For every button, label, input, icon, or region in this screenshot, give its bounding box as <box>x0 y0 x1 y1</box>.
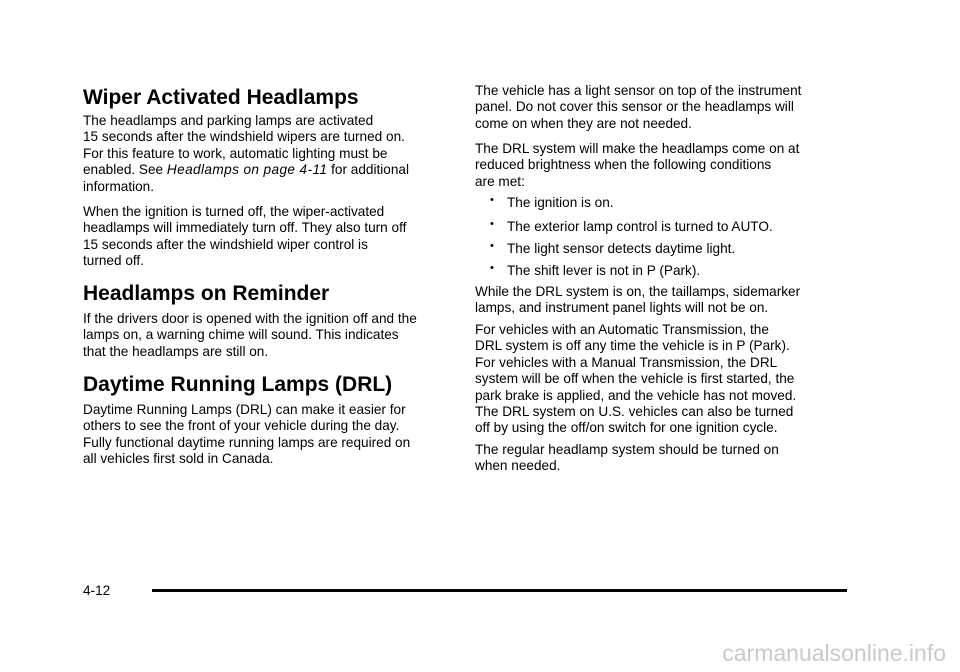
text-line: headlamps will immediately turn off. They also turn off <box>83 220 407 236</box>
text-line: turned off. <box>83 253 144 269</box>
text-line: are met: <box>475 173 525 189</box>
text-line: lamps on, a warning chime will sound. This indicates <box>83 327 399 343</box>
text-line: panel. Do not cover this sensor or the headlamps will <box>475 99 794 115</box>
text-line: 15 seconds after the windshield wipers are turned on. <box>83 129 405 145</box>
text-line-with-reference <box>83 162 443 178</box>
paragraph-drl-conditions <box>475 141 835 190</box>
footer-divider <box>152 589 847 592</box>
text-line: reduced brightness when the following conditions <box>475 157 772 173</box>
text-line: The vehicle has a light sensor on top of the instrument <box>475 83 802 98</box>
heading-headlamps-on-reminder: Headlamps on Reminder <box>83 282 330 305</box>
paragraph-wiper-activation <box>83 113 443 195</box>
text-line: If the drivers door is opened with the ignition off and the <box>83 311 417 326</box>
list-item-text: The shift lever is not in P (Park). <box>507 263 701 278</box>
heading-wiper-activated-headlamps: Wiper Activated Headlamps <box>83 86 359 109</box>
text-line: lamps, and instrument panel lights will not be on. <box>475 300 769 316</box>
text-line: DRL system is off any time the vehicle is in P (Park). <box>475 338 790 354</box>
text-line: Fully functional daytime running lamps are required on <box>83 434 411 450</box>
watermark-text: carmanualsonline.info <box>722 640 946 666</box>
list-item-text: The light sensor detects daytime light. <box>507 241 736 256</box>
text-line: 15 seconds after the windshield wiper control is <box>83 236 368 252</box>
text-line: For vehicles with a Manual Transmission, the DRL <box>475 354 778 370</box>
text-fragment: for additional <box>327 162 409 178</box>
paragraph-regular-headlamp <box>475 442 835 475</box>
text-line: The regular headlamp system should be turned on <box>475 442 779 457</box>
text-line: system will be off when the vehicle is first started, the <box>475 371 795 387</box>
paragraph-reminder <box>83 311 443 360</box>
paragraph-transmission <box>475 322 835 437</box>
bullet-icon: • <box>490 194 494 206</box>
text-line: others to see the front of your vehicle during the day. <box>83 418 400 434</box>
list-item-text: The ignition is on. <box>507 195 614 210</box>
text-line: when needed. <box>475 458 561 474</box>
list-item-text: The exterior lamp control is turned to AUTO. <box>507 219 773 234</box>
paragraph-light-sensor <box>475 83 835 132</box>
bullet-icon: • <box>490 218 494 230</box>
heading-daytime-running-lamps: Daytime Running Lamps (DRL) <box>83 373 393 396</box>
cross-reference-link[interactable]: Headlamps on page 4-11 <box>166 162 328 178</box>
bullet-icon: • <box>490 240 494 252</box>
text-line: off by using the off/on switch for one ignition cycle. <box>475 420 778 436</box>
paragraph-drl-lights-off <box>475 284 835 317</box>
text-line: The headlamps and parking lamps are activated <box>83 113 374 128</box>
text-line: While the DRL system is on, the taillamps, sidemarker <box>475 284 801 299</box>
text-fragment: enabled. See <box>83 162 167 178</box>
paragraph-drl-intro <box>83 402 443 468</box>
text-line: come on when they are not needed. <box>475 115 692 131</box>
page-number: 4-12 <box>83 583 111 598</box>
text-line: For vehicles with an Automatic Transmission, the <box>475 322 769 337</box>
text-line: Daytime Running Lamps (DRL) can make it easier for <box>83 402 406 417</box>
text-line: that the headlamps are still on. <box>83 343 269 359</box>
text-line: all vehicles first sold in Canada. <box>83 451 274 467</box>
text-line: When the ignition is turned off, the wiper-activated <box>83 204 385 219</box>
text-line: The DRL system on U.S. vehicles can also be turned <box>475 404 794 420</box>
paragraph-wiper-turn-off <box>83 204 443 270</box>
bullet-icon: • <box>490 262 494 274</box>
text-line: park brake is applied, and the vehicle has not moved. <box>475 387 797 403</box>
text-line: For this feature to work, automatic lighting must be <box>83 145 388 161</box>
text-line: The DRL system will make the headlamps come on at <box>475 141 800 156</box>
text-line: information. <box>83 178 155 194</box>
